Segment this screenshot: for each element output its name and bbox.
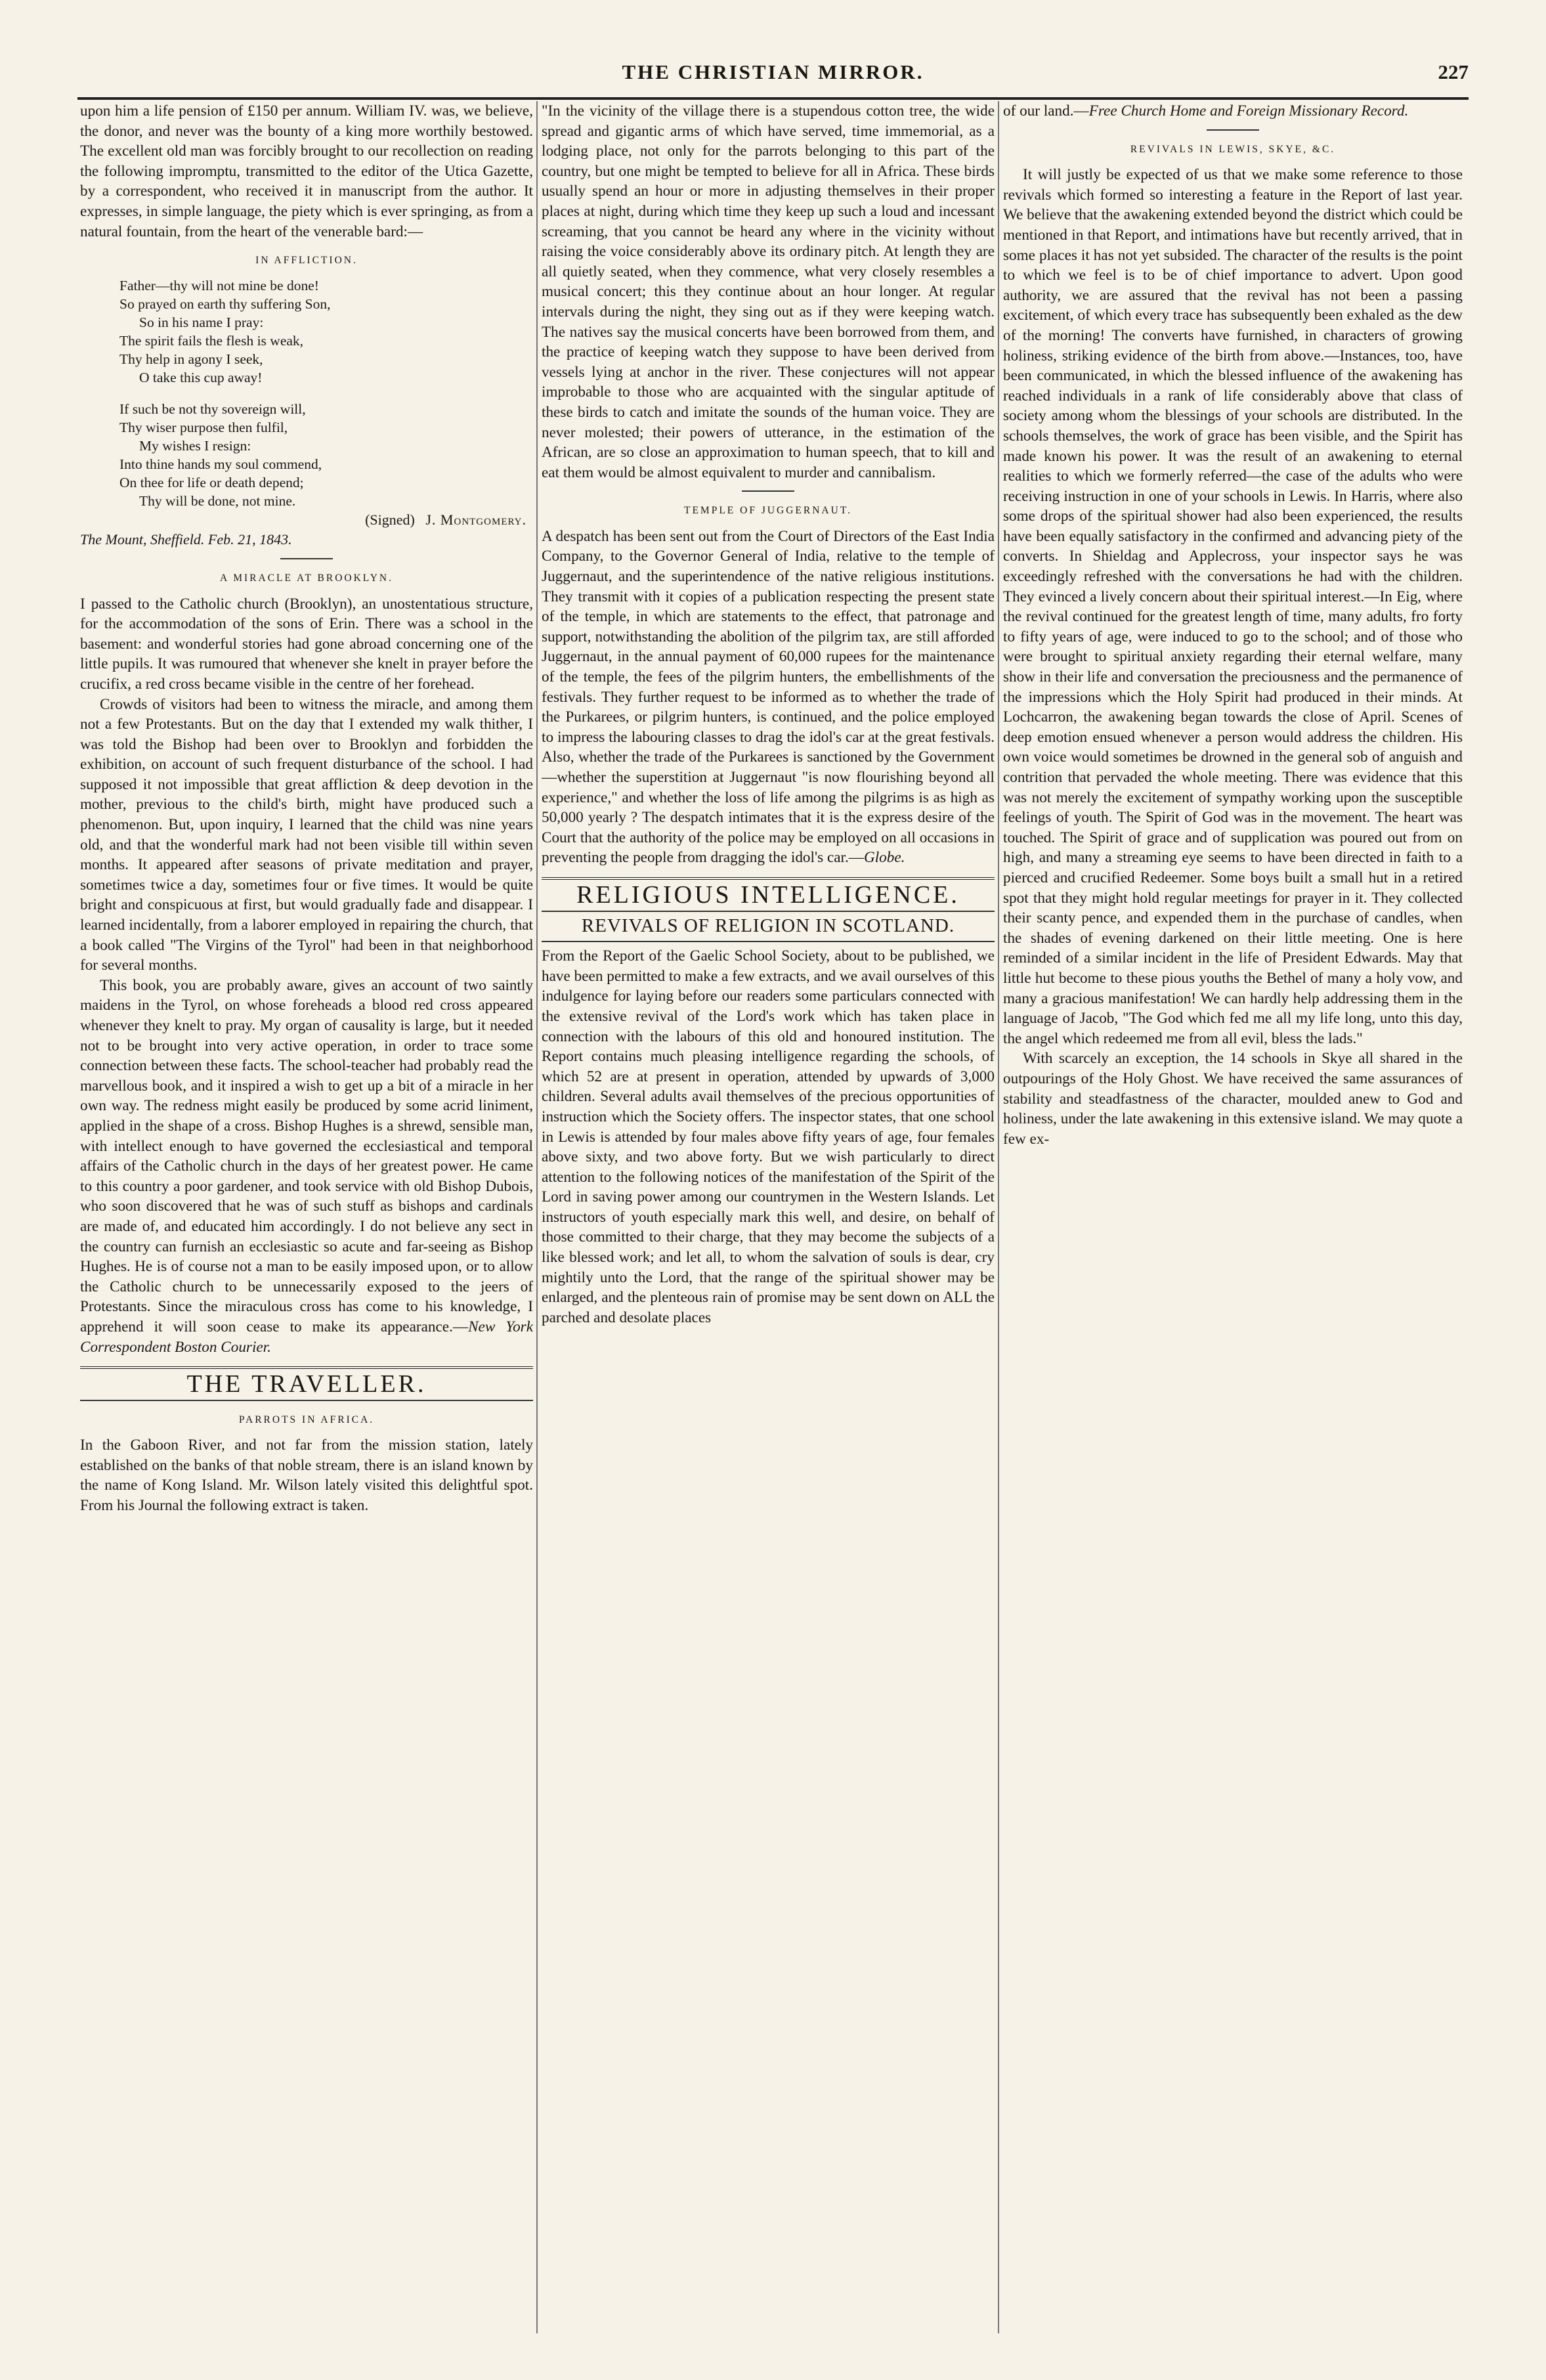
- column-left: [80, 101, 533, 2333]
- paragraph: "In the vicinity of the village there is a stupendous cotton tree, the wide spread and gigantic arms of which have served, time immemorial, as a lodging place, not only for the parrots belonging to this part of the country, but one might be tempted to believe for all in Africa. These birds usually spend an hour or more in adjusting themselves in their proper places at night, during which time they keep up such a loud and incessant screaming, that you cannot be heard any where in the vicinity without raising the voice considerably above its ordinary pitch. At length they are all quietly seated, when they commence, what very closely resembles a musical concert; this they continue about an hour longer. At regular intervals during the night, they sing out as if they were keeping watch. The natives say the musical concerts have been borrowed from them, and the practice of keeping watch they suppose to have been derived from vessels lying at anchor in the river. These conjectures will not appear improbable to those who are acquainted with the singular aptitude of these birds to catch and imitate the sounds of the human voice. They are never molested; their powers of utterance, in the estimation of the African, are so close an approximation to human speech, that to kill and eat them would be almost equivalent to murder and cannibalism.: [542, 102, 995, 481]
- divider: [542, 911, 995, 912]
- paragraph: It will justly be expected of us that we make some reference to those revivals which formed so interesting a feature in the Report of last year. We believe that the awakening extended beyond the district which could be mentioned in that Report, and intimations have but recently arrived, that in some places it has not yet subsided. The character of the results is the point to which we feel is to be of chief importance to advert. Upon good authority, we are assured that the revival has not been a passing excitement, of which every trace has subsequently been exhaled as the dew of the morning! The converts have furnished, in characters of growing holiness, striking evidence of the birth from above.—Instances, too, have been communicated, in which the blessed influence of the awakening has reached individuals in a rank of life considerably above that class of society among whom the blessings of your schools are distributed. In the schools themselves, the work of grace has been visible, and the Spirit has made known his power. It was the result of an awakening to eternal realities to which we formerly referred—the case of the adults who were receiving instruction in one of your schools in Lewis. In Harris, where also some drops of the spiritual shower had also been experienced, the results have been equally satisfactory in the confirmed and advancing piety of the converts. In Shieldag and Applecross, your inspector says he was exceedingly refreshed with the conversations he had with the children. They evinced a lively concern about their spiritual interest.—In Eig, where the revival continued for the greatest length of time, many adults, fro forty to fifty years of age, were induced to go to the school; and of those who were brought to spiritual anxiety regarding their eternal welfare, many show in their life and conversation the preciousness and the permanence of the impressions which the Holy Spirit had produced in their minds. At Lochcarron, the awakening began towards the close of April. Scenes of deep emotion ensued whenever a person would address the children. His own voice would sometimes be drowned in the general sob of anguish and contrition that pervaded the whole meeting. There was evidence that this was not merely the excitement of sympathy working upon the susceptible feelings of youth. The Spirit of God was in the movement. The heart was touched. The Spirit of grace and of supplication was poured out from on high, and many a streaming eye seems to have been directed in faith to a pierced and crucified Redeemer. Some boys built a small hut in a retired spot that they might hold regular meetings for prayer in it. They collected their scanty pence, and expended them in the purchase of candles, when the shades of evening darkened on their little meeting. One is here reminded of a similar incident in the life of President Edwards. May that little hut become to these pious youths the Bethel of many a holy vow, and many a gracious manifestation! We can hardly help addressing them in the language of Jacob, "The God which fed me all my life long, unto this day, the angel which redeemed me from all evil, bless the lads.": [1003, 166, 1463, 1047]
- paragraph-text: This book, you are probably aware, gives an account of two saintly maidens in the Tyrol, on whose foreheads a blood red cross appeared whenever they knelt to pray. My organ of causality is large, but it needed not to be brought into very active operation, in order to trace some connection between these facts. The school-teacher had probably read the marvellous book, and it inspired a wish to get up a bit of a miracle in her own way. The redness might easily be produced by some acrid liniment, applied in the shape of a cross. Bishop Hughes is a shrewd, sensible man, with intellect enough to have governed the ecclesiastical and temporal affairs of the Catholic church in the days of her greatest power. He came to this country a poor gardener, and took service with old Bishop Dubois, who soon discovered that he was of such stuff as bishops and cardinals are made of, and educated him accordingly. I do not believe any sect in the country can furnish an ecclesiastic so acute and far-seeing as Bishop Hughes. He is of course not a man to be easily imposed upon, or to allow the Catholic church to be unnecessarily exposed to the jeers of Protestants. Since the miraculous cross has come to his knowledge, I apprehend it will soon cease to make its appearance.—: [80, 976, 533, 1335]
- paragraph-text: A despatch has been sent out from the Court of Directors of the East India Company, to the Governor General of India, relative to the temple of Juggernaut, and the superintendence of the native religious institutions. They transmit with it copies of a publication respecting the present state of the temple, in which are statements to the effect, that patronage and support, notwithstanding the abolition of the pilgrim tax, are still afforded Juggernaut, in the annual payment of 60,000 rupees for the maintenance of the temple, the fees of the pilgrim hunters, the embellishments of the festivals. They further request to be informed as to whether the trade of the Purkarees, or pilgrim hunters, is continued, and the police employed to impress the labouring classes to drag the idol's car at the great festivals. Also, whether the trade of the Purkarees is sanctioned by the Government—whether the superstition at Juggernaut "is now flourishing beyond all experience," and whether the loss of life among the pilgrims is as high as 50,000 yearly ? The despatch intimates that it is the express desire of the Court that the authority of the police may be employed on all occasions in preventing the people from dragging the idol's car.—: [542, 527, 995, 867]
- poem-line: Thy help in agony I seek,: [119, 351, 263, 367]
- divider: [742, 490, 794, 492]
- poem-line: So in his name I pray:: [139, 314, 264, 330]
- poem-line: Into thine hands my soul commend,: [119, 456, 322, 472]
- poem-line: Father—thy will not mine be done!: [119, 277, 319, 293]
- poem-line: The spirit fails the flesh is weak,: [119, 332, 304, 349]
- article-intro: upon him a life pension of £150 per annum. William IV. was, we believe, the donor, and never was the bounty of a king more worthily bestowed. The excellent old man was forcibly brought to our recollection on reading the following impromptu, transmitted to the editor of the Utica Gazette, by a correspondent, who received it in manuscript from the author. It expresses, in simple language, the piety which is ever springing, as from a natural fountain, from the heart of the venerable bard:—: [80, 102, 533, 240]
- running-title: THE CHRISTIAN MIRROR.: [622, 60, 924, 83]
- section-banner: RELIGIOUS INTELLIGENCE.: [576, 880, 960, 909]
- poem: [80, 276, 533, 510]
- signed-name: J. Montgomery.: [425, 511, 526, 528]
- header-rule: [77, 97, 1469, 100]
- poem-line: Thy wiser purpose then fulfil,: [119, 419, 288, 435]
- column-right: [1003, 101, 1463, 2333]
- divider: [280, 558, 333, 559]
- paragraph: In the Gaboon River, and not far from the mission station, lately established on the banks of that noble stream, there is an island known by the name of Kong Island. Mr. Wilson lately visited this delightful spot. From his Journal the following extract is taken.: [80, 1437, 533, 1515]
- column-middle: [542, 101, 995, 2333]
- section-divider: [542, 877, 995, 880]
- running-head: [77, 60, 1469, 97]
- paragraph: [542, 527, 995, 868]
- stanza-gap: [119, 387, 533, 400]
- poem-dateline: The Mount, Sheffield. Feb. 21, 1843.: [80, 531, 292, 548]
- poem-line: Thy will be done, not mine.: [139, 492, 296, 509]
- paragraph: From the Report of the Gaelic School Society, about to be published, we have been permitted to make a few extracts, and we avail ourselves of this indulgence for laying before our readers some particulars connected with the extensive revival of the Lord's work which has taken place in connection with the labours of this old and honoured institution. The Report contains much pleasing intelligence regarding the schools, of which 52 are at present in operation, attended by upwards of 3,000 children. Several adults avail themselves of the precious opportunities of instruction which the Society offers. The inspector states, that one school in Lewis is attended by four males above fifty years of age, four females above sixty, and two above forty. But we wish particularly to direct attention to the following notices of the manifestation of the Spirit of the Lord in saving power among our countrymen in the Western Islands. Let instructors of youth especially mark this well, and desire, on behalf of those committed to their charge, that they may become the subjects of a like blessed work; and let all, to whom the salvation of souls is dear, cry mightily unto the Lord, that the range of the spiritual shower may be enlarged, and the plenteous rain of promise may be sent down on ALL the parched and desolate places: [542, 947, 995, 1326]
- divider: [80, 1400, 533, 1401]
- paragraph: I passed to the Catholic church (Brooklyn), an unostentatious structure, for the accommodation of the sons of Erin. There was a school in the basement: and wonderful stories had gone abroad concerning one of the little pupils. It was rumoured that whenever she knelt in prayer before the crucifix, a red cross became visible in the centre of her forehead.: [80, 595, 533, 693]
- poem-line: If such be not thy sovereign will,: [119, 400, 306, 417]
- page-number: 227: [1438, 60, 1469, 83]
- article-credit: New York Correspondent Boston Courier.: [80, 1318, 533, 1356]
- column-rule: [536, 101, 538, 2333]
- poem-line: My wishes I resign:: [139, 437, 251, 454]
- paragraph-text: of our land.—: [1003, 102, 1089, 119]
- paragraph: Crowds of visitors had been to witness the miracle, and among them not a few Protestants. But on the day that I extended my walk thither, I was told the Bishop had been over to Brooklyn and forbidden the exhibition, on account of such frequent disturbance of the school. I had supposed it not impossible that great affliction & deep devotion in the mother, previous to the child's birth, might have produced such a phenomenon. But, upon inquiry, I learned that the child was nine years old, and that the wonderful mark had not been visible till within seven months. It appeared after seasons of private meditation and prayer, sometimes twice a day, sometimes four or five times. It would be quite bright and conspicuous at first, but would gradually fade and disappear. I learned incidentally, from a laborer employed in repairing the church, that a book called "The Virgins of the Tyrol" had been in that neighborhood for several months.: [80, 695, 533, 974]
- poem-signature: [80, 510, 533, 530]
- divider: [1207, 129, 1259, 131]
- signed-label: (Signed): [365, 511, 415, 528]
- divider: [542, 941, 995, 942]
- poem-line: On thee for life or death depend;: [119, 474, 304, 490]
- poem-line: So prayed on earth thy suffering Son,: [119, 295, 331, 312]
- article-credit: Free Church Home and Foreign Missionary Record.: [1088, 102, 1409, 119]
- paragraph: [1003, 101, 1463, 121]
- article-heading: REVIVALS OF RELIGION IN SCOTLAND.: [581, 915, 955, 936]
- section-divider: [80, 1366, 533, 1369]
- section-banner: THE TRAVELLER.: [186, 1370, 427, 1398]
- paragraph: With scarcely an exception, the 14 schools in Skye all shared in the outpourings of the Holy Ghost. We have received the same assurances of stability and steadfastness of the character, moulded anew to God and holiness, under the late awakening in this extensive island. We may quote a few ex-: [1003, 1050, 1463, 1148]
- column-rule: [998, 101, 999, 2333]
- poem-title: IN AFFLICTION.: [255, 255, 358, 267]
- paragraph: [80, 976, 533, 1357]
- article-heading: PARROTS IN AFRICA.: [238, 1414, 375, 1425]
- article-heading: TEMPLE OF JUGGERNAUT.: [683, 505, 853, 517]
- article-heading: REVIVALS IN LEWIS, SKYE, &C.: [1130, 143, 1336, 155]
- article-credit: Globe.: [863, 849, 905, 867]
- article-heading: A MIRACLE AT BROOKLYN.: [220, 572, 393, 584]
- poem-line: O take this cup away!: [139, 369, 263, 385]
